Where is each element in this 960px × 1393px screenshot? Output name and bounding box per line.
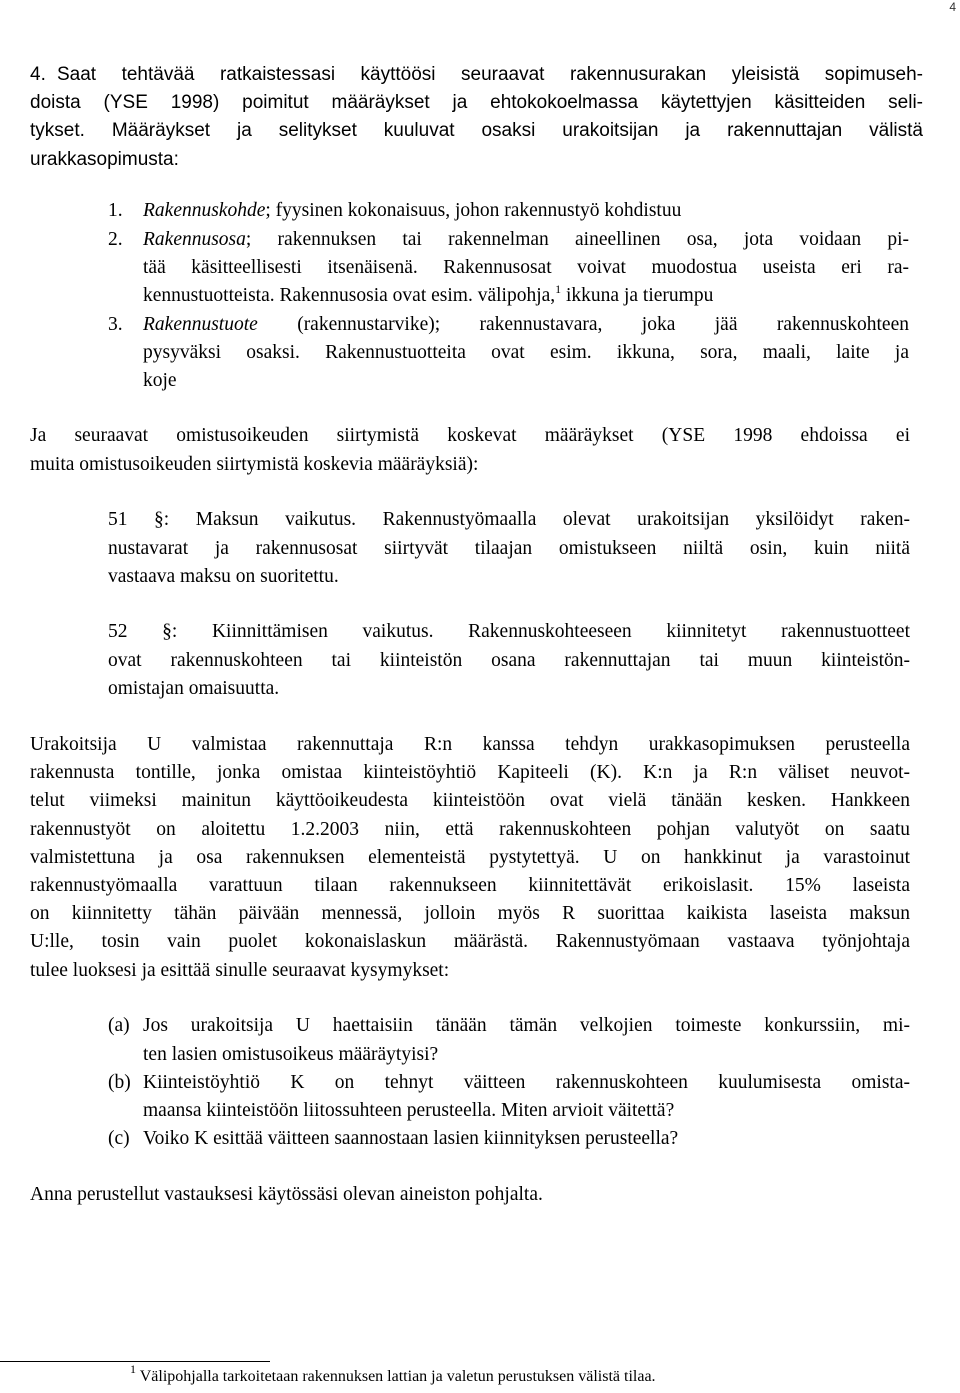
case-line: telut viimeksi mainitun käyttöoikeudesta kiinteistöön ovat vielä tänään kesken. Hankkeen	[30, 790, 910, 811]
case-line: valmistettuna ja osa rakennuksen elementeistä pystytettyä. U on hankkinut ja varastoinut	[30, 847, 910, 868]
definition-item	[143, 310, 909, 339]
question-label-b: (b)	[108, 1072, 131, 1093]
definition-text-part: kennustuotteista. Rakennusosia ovat esim. välipohja,	[143, 285, 556, 306]
intro-line-4: urakkasopimusta:	[30, 149, 179, 170]
definition-text	[143, 281, 713, 310]
definition-text: ; fyysinen kokonaisuus, johon rakennustyö kohdistuu	[265, 200, 682, 221]
case-line: rakennustyömaalla varattuun tilaan rakennukseen kiinnitettävät erikoislasit. 15% laseista	[30, 875, 910, 896]
question-a-line: ten lasien omistusoikeus määräytyisi?	[143, 1044, 439, 1065]
question-number: 4.	[30, 64, 46, 85]
case-line: rakennusta tontille, jonka omistaa kiinteistöyhtiö Kapiteeli (K). K:n ja R:n väliset neuvot-	[30, 762, 910, 783]
footnote-text: Välipohjalla tarkoitetaan rakennuksen lattian ja valetun perustuksen välistä tilaa.	[139, 1368, 656, 1385]
definition-number: 3.	[108, 314, 123, 335]
footnote-reference[interactable]: 1	[555, 282, 562, 296]
transfer-intro-line: muita omistusoikeuden siirtymistä koskevia määräyksiä):	[30, 454, 479, 475]
clause-51-line: 51 §: Maksun vaikutus. Rakennustyömaalla olevat urakoitsijan yksilöidyt raken-	[108, 509, 910, 530]
definition-text-part: ikkuna ja tierumpu	[561, 285, 714, 306]
clause-51-line: nustavarat ja rakennusosat siirtyvät tilaajan omistukseen niiltä osin, kuin niitä	[108, 538, 910, 559]
clause-52-line: ovat rakennuskohteen tai kiinteistön osana rakennuttajan tai muun kiinteistön-	[108, 650, 910, 671]
intro-line-3: tykset. Määräykset ja selitykset kuuluvat osaksi urakoitsijan ja rakennuttajan välistä	[30, 120, 923, 141]
definition-item	[143, 196, 681, 225]
definition-number: 2.	[108, 229, 123, 250]
definition-text: pysyväksi osaksi. Rakennustuotteita ovat esim. ikkuna, sora, maali, laite ja	[143, 342, 909, 363]
definition-text: koje	[143, 370, 177, 391]
question-a-line: Jos urakoitsija U haettaisiin tänään tämän velkojien toimeste konkurssiin, mi-	[143, 1015, 910, 1036]
question-b-line: Kiinteistöyhtiö K on tehnyt väitteen rakennuskohteen kuulumisesta omista-	[143, 1072, 910, 1093]
clause-52-line: omistajan omaisuutta.	[108, 678, 280, 699]
transfer-intro-line: Ja seuraavat omistusoikeuden siirtymistä koskevat määräykset (YSE 1998 ehdoissa ei	[30, 425, 910, 446]
case-line: on kiinnitetty tähän päivään mennessä, jolloin myös R suorittaa kaikista laseista maksun	[30, 903, 910, 924]
page-number: 4	[949, 0, 956, 14]
intro-line-1: Saat tehtävää ratkaistessasi käyttöösi seuraavat rakennusurakan yleisistä sopimuseh-	[57, 64, 923, 85]
question-label-c: (c)	[108, 1128, 130, 1149]
case-line: rakennustyöt on aloitettu 1.2.2003 niin, että rakennuskohteen pohjan valutyöt on saatu	[30, 819, 910, 840]
definition-term: Rakennuskohde	[143, 200, 266, 221]
question-c-line: Voiko K esittää väitteen saannostaan lasien kiinnityksen perusteella?	[143, 1128, 679, 1149]
definition-term: Rakennusosa	[143, 229, 246, 250]
definition-item	[143, 225, 909, 254]
closing-instruction: Anna perustellut vastauksesi käytössäsi olevan aineiston pohjalta.	[30, 1184, 543, 1205]
footnote-marker: 1	[130, 1362, 136, 1376]
case-line: Urakoitsija U valmistaa rakennuttaja R:n kanssa tehdyn urakkasopimuksen perusteella	[30, 734, 910, 755]
intro-line-2: doista (YSE 1998) poimitut määräykset ja ehtokokoelmassa käytettyjen käsitteiden seli-	[30, 92, 923, 113]
clause-52-line: 52 §: Kiinnittämisen vaikutus. Rakennuskohteeseen kiinnitetyt rakennustuotteet	[108, 621, 910, 642]
clause-51-line: vastaava maksu on suoritettu.	[108, 566, 339, 587]
definition-number: 1.	[108, 200, 123, 221]
definition-text: tää käsitteellisesti itsenäisenä. Rakennusosat voivat muodostua useista eri ra-	[143, 257, 909, 278]
footnote	[130, 1362, 656, 1388]
question-b-line: maansa kiinteistöön liitossuhteen perusteella. Miten arvioit väitettä?	[143, 1100, 675, 1121]
case-line: tulee luoksesi ja esittää sinulle seuraavat kysymykset:	[30, 960, 450, 981]
definition-term: Rakennustuote	[143, 314, 258, 335]
case-line: U:lle, tosin vain puolet kokonaislaskun määrästä. Rakennustyömaan vastaava työnjohtaja	[30, 931, 910, 952]
definition-text: ; rakennuksen tai rakennelman aineellinen osa, jota voidaan pi-	[245, 229, 909, 250]
definition-text: (rakennustarvike); rakennustavara, joka jää rakennuskohteen	[257, 314, 909, 335]
question-label-a: (a)	[108, 1015, 130, 1036]
